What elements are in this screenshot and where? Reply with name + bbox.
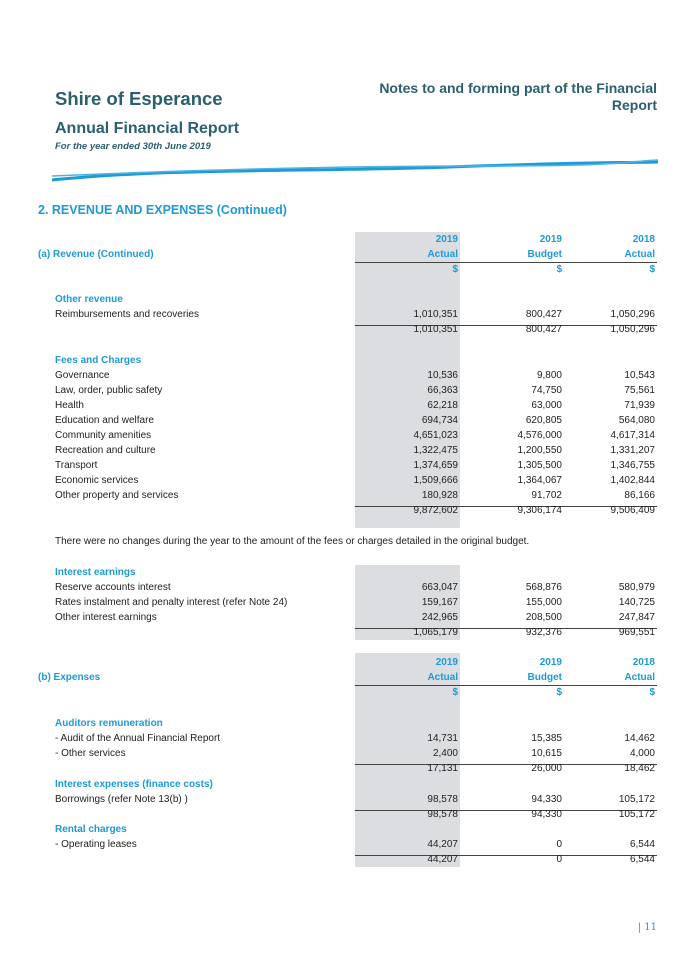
- row-value: 14,462: [624, 733, 655, 744]
- fees-note: There were no changes during the year to the amount of the fees or charges detailed in the original budget.: [55, 536, 530, 547]
- column-type: Actual: [624, 249, 655, 260]
- row-value: 4,000: [629, 748, 655, 759]
- row-label: - Operating leases: [55, 839, 137, 850]
- row-value: 564,080: [618, 415, 655, 426]
- row-value: 1,346,755: [610, 460, 655, 471]
- row-value: 620,805: [525, 415, 562, 426]
- column-year: 2018: [632, 657, 655, 668]
- page-number: | 11: [637, 922, 657, 933]
- group-title: Auditors remuneration: [55, 718, 163, 729]
- column-year: 2019: [539, 657, 562, 668]
- row-value: 1,200,550: [517, 445, 562, 456]
- row-value: 2,400: [432, 748, 458, 759]
- row-value: 568,876: [525, 582, 562, 593]
- group-total: 9,872,602: [413, 505, 458, 516]
- group-total: 9,306,174: [517, 505, 562, 516]
- group-title: Fees and Charges: [55, 355, 142, 366]
- row-value: 242,965: [421, 612, 458, 623]
- column-type: Actual: [624, 672, 655, 683]
- row-value: 10,543: [624, 370, 655, 381]
- table-section-label: (b) Expenses: [38, 672, 101, 683]
- row-label: Governance: [55, 370, 110, 381]
- column-currency: $: [649, 687, 655, 698]
- group-title: Interest earnings: [55, 567, 136, 578]
- report-period: For the year ended 30th June 2019: [55, 141, 211, 152]
- row-value: 247,847: [618, 612, 655, 623]
- row-value: 10,536: [427, 370, 458, 381]
- row-value: 1,509,666: [413, 475, 458, 486]
- group-total: 98,578: [427, 809, 458, 820]
- row-value: 15,385: [531, 733, 562, 744]
- header-wave-decoration: [50, 150, 660, 185]
- header-rule: [355, 685, 657, 686]
- row-value: 1,402,844: [610, 475, 655, 486]
- group-title: Interest expenses (finance costs): [55, 779, 213, 790]
- column-currency: $: [556, 264, 562, 275]
- row-value: 1,364,067: [517, 475, 562, 486]
- row-value: 10,615: [531, 748, 562, 759]
- group-total: 17,131: [427, 763, 458, 774]
- column-type: Budget: [527, 672, 562, 683]
- row-label: Community amenities: [55, 430, 152, 441]
- row-value: 1,050,296: [610, 309, 655, 320]
- row-label: Transport: [55, 460, 98, 471]
- row-label: Other property and services: [55, 490, 179, 501]
- column-currency: $: [649, 264, 655, 275]
- section-title: 2. REVENUE AND EXPENSES (Continued): [38, 203, 287, 217]
- row-value: 75,561: [624, 385, 655, 396]
- row-value: 0: [556, 839, 562, 850]
- row-value: 208,500: [525, 612, 562, 623]
- group-total: 105,172: [618, 809, 655, 820]
- column-type: Budget: [527, 249, 562, 260]
- header-rule: [355, 262, 657, 263]
- row-value: 180,928: [421, 490, 458, 501]
- group-total: 44,207: [427, 854, 458, 865]
- row-value: 1,322,475: [413, 445, 458, 456]
- notes-title: Notes to and forming part of the Financial Report: [379, 80, 657, 113]
- row-label: - Other services: [55, 748, 126, 759]
- column-year: 2018: [632, 234, 655, 245]
- row-value: 91,702: [531, 490, 562, 501]
- row-value: 63,000: [531, 400, 562, 411]
- group-total: 6,544: [629, 854, 655, 865]
- row-value: 105,172: [618, 794, 655, 805]
- row-value: 94,330: [531, 794, 562, 805]
- row-value: 155,000: [525, 597, 562, 608]
- row-label: Education and welfare: [55, 415, 154, 426]
- row-value: 1,331,207: [610, 445, 655, 456]
- group-total: 969,551: [618, 627, 655, 638]
- report-title: Annual Financial Report: [55, 120, 240, 137]
- row-value: 159,167: [421, 597, 458, 608]
- row-label: Health: [55, 400, 84, 411]
- row-value: 4,651,023: [413, 430, 458, 441]
- row-value: 62,218: [427, 400, 458, 411]
- group-total: 800,427: [525, 324, 562, 335]
- row-value: 580,979: [618, 582, 655, 593]
- row-value: 6,544: [629, 839, 655, 850]
- row-value: 4,617,314: [610, 430, 655, 441]
- group-total: 9,506,409: [610, 505, 655, 516]
- row-value: 694,734: [421, 415, 458, 426]
- table-section-label: (a) Revenue (Continued): [38, 249, 154, 260]
- row-value: 663,047: [421, 582, 458, 593]
- row-value: 140,725: [618, 597, 655, 608]
- row-label: Law, order, public safety: [55, 385, 163, 396]
- row-value: 66,363: [427, 385, 458, 396]
- column-currency: $: [452, 687, 458, 698]
- row-label: Reimbursements and recoveries: [55, 309, 199, 320]
- row-value: 800,427: [525, 309, 562, 320]
- column-year: 2019: [435, 657, 458, 668]
- group-total: 94,330: [531, 809, 562, 820]
- group-total: 1,050,296: [610, 324, 655, 335]
- column-type: Actual: [427, 672, 458, 683]
- column-year: 2019: [435, 234, 458, 245]
- row-value: 86,166: [624, 490, 655, 501]
- group-total: 0: [556, 854, 562, 865]
- group-total: 18,462: [624, 763, 655, 774]
- row-value: 71,939: [624, 400, 655, 411]
- row-value: 1,374,659: [413, 460, 458, 471]
- row-label: Reserve accounts interest: [55, 582, 171, 593]
- organisation-name: Shire of Esperance: [55, 88, 223, 109]
- group-title: Other revenue: [55, 294, 123, 305]
- group-title: Rental charges: [55, 824, 127, 835]
- group-total: 1,010,351: [413, 324, 458, 335]
- row-label: Recreation and culture: [55, 445, 156, 456]
- row-value: 4,576,000: [517, 430, 562, 441]
- row-value: 74,750: [531, 385, 562, 396]
- row-value: 98,578: [427, 794, 458, 805]
- group-total: 26,000: [531, 763, 562, 774]
- row-value: 14,731: [427, 733, 458, 744]
- column-currency: $: [556, 687, 562, 698]
- group-total: 1,065,179: [413, 627, 458, 638]
- row-value: 44,207: [427, 839, 458, 850]
- row-value: 9,800: [536, 370, 562, 381]
- row-label: Rates instalment and penalty interest (refer Note 24): [55, 597, 288, 608]
- row-value: 1,010,351: [413, 309, 458, 320]
- row-label: Borrowings (refer Note 13(b) ): [55, 794, 188, 805]
- row-label: - Audit of the Annual Financial Report: [55, 733, 221, 744]
- row-label: Economic services: [55, 475, 139, 486]
- column-type: Actual: [427, 249, 458, 260]
- row-value: 1,305,500: [517, 460, 562, 471]
- column-year: 2019: [539, 234, 562, 245]
- group-total: 932,376: [525, 627, 562, 638]
- row-label: Other interest earnings: [55, 612, 157, 623]
- column-currency: $: [452, 264, 458, 275]
